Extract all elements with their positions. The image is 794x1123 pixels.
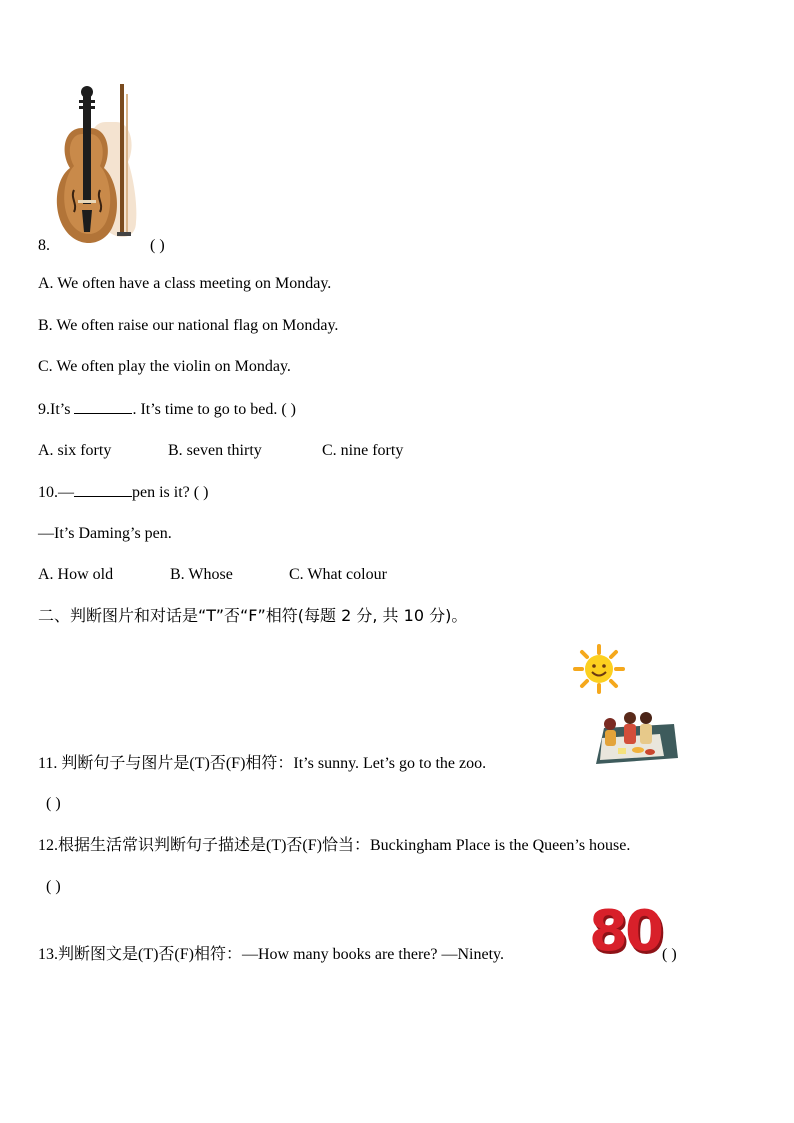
q9-option-a[interactable]: A. six forty — [38, 442, 112, 459]
q9-prefix: 9.It’s — [38, 401, 75, 418]
q10-prefix: 10.— — [38, 484, 74, 501]
q12-question: 12.根据生活常识判断句子描述是(T)否(F)恰当：Buckingham Place is the Queen’s house. — [38, 837, 631, 854]
number-80-image: 80 — [589, 899, 661, 964]
q13-question: 13.判断图文是(T)否(F)相符：—How many books are there? —Ninety. — [38, 946, 504, 963]
q9-option-c[interactable]: C. nine forty — [322, 442, 404, 459]
q8-option-a[interactable]: A. We often have a class meeting on Monday. — [38, 275, 332, 292]
q10-option-a[interactable]: A. How old — [38, 566, 114, 583]
q12-answer-paren[interactable]: ( ) — [46, 878, 61, 895]
q9-blank[interactable] — [74, 399, 132, 414]
q10-question — [38, 482, 208, 503]
q9-option-b[interactable]: B. seven thirty — [168, 442, 262, 459]
violin-icon — [50, 82, 142, 252]
q13-answer-paren[interactable]: ( ) — [662, 946, 677, 963]
q10-blank[interactable] — [74, 482, 132, 497]
q10-answer-line: —It’s Daming’s pen. — [38, 525, 172, 542]
q10-suffix: pen is it? ( ) — [132, 484, 209, 501]
q8-number: 8. — [38, 237, 50, 254]
q9-suffix: . It’s time to go to bed. ( ) — [132, 401, 296, 418]
q11-question: 11. 判断句子与图片是(T)否(F)相符：It’s sunny. Let’s go to the zoo. — [38, 755, 487, 772]
picnic-icon — [594, 708, 680, 766]
q8-option-b[interactable]: B. We often raise our national flag on Monday. — [38, 317, 339, 334]
q9-question — [38, 399, 296, 420]
section-2-heading: 二、判断图片和对话是“T”否“F”相符(每题 2 分, 共 10 分)。 — [38, 606, 468, 625]
q11-answer-paren[interactable]: ( ) — [46, 795, 61, 812]
q10-option-c[interactable]: C. What colour — [289, 566, 387, 583]
q8-option-c[interactable]: C. We often play the violin on Monday. — [38, 358, 291, 375]
sun-icon — [572, 644, 626, 694]
q8-answer-paren[interactable]: ( ) — [150, 237, 165, 254]
q10-option-b[interactable]: B. Whose — [170, 566, 233, 583]
